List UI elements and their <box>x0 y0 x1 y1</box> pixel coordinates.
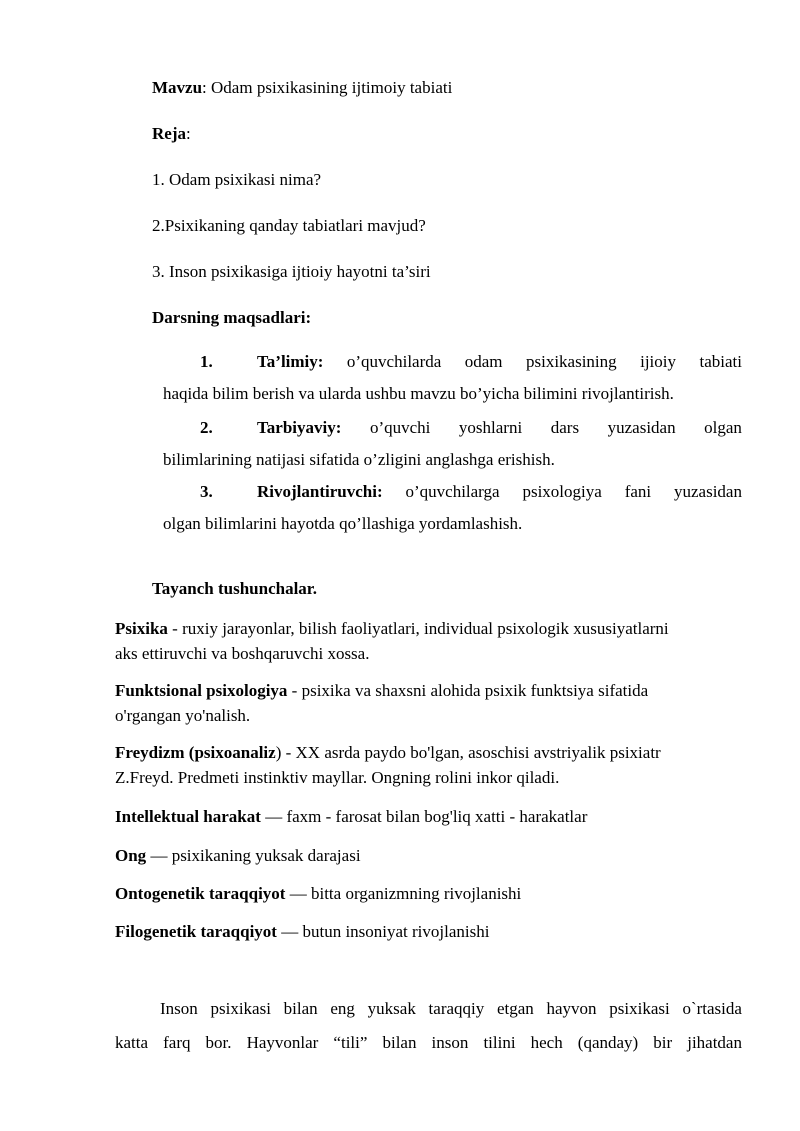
concept-definition: — butun insoniyat rivojlanishi <box>276 922 490 941</box>
concept-item <box>115 805 587 829</box>
paragraph-word: katta <box>115 1033 149 1052</box>
concept-definition: ) - XX asrda paydo bo'lgan, asoschisi avstriyalik psixiatr <box>275 743 661 762</box>
concept-definition-cont: aks ettiruvchi va boshqaruvchi xossa. <box>115 644 370 663</box>
body-paragraph-line <box>160 997 742 1021</box>
plan-sep: : <box>185 124 191 143</box>
paragraph-word: “tili” <box>333 1033 368 1052</box>
goal-title: Ta’limiy: <box>257 352 324 371</box>
goal-word: o’quvchilarga <box>405 482 500 501</box>
paragraph-word: bilan <box>283 999 318 1018</box>
concept-definition-cont: o'rgangan yo'nalish. <box>115 706 251 725</box>
goal-title: Tarbiyaviy: <box>257 418 342 437</box>
plan-label: Reja <box>152 124 186 143</box>
goal-continuation: bilimlarining natijasi sifatida o’zligini anglashga erishish. <box>163 450 555 469</box>
paragraph-word: (qanday) <box>577 1033 639 1052</box>
goal-word: yuzasidan <box>607 418 676 437</box>
goal-word: o’quvchi <box>369 418 431 437</box>
goal-number: 3. <box>200 482 213 501</box>
concept-term: Funktsional psixologiya <box>115 681 288 700</box>
paragraph-word: Inson <box>160 999 198 1018</box>
body-paragraph-line <box>115 1031 742 1055</box>
paragraph-word: yuksak <box>367 999 416 1018</box>
goal-word: psixikasining <box>525 352 617 371</box>
concept-term: Filogenetik taraqqiyot <box>115 922 277 941</box>
plan-line <box>152 122 191 146</box>
goal-word: yuzasidan <box>674 482 742 501</box>
goal-number: 1. <box>200 352 213 371</box>
concept-definition: — faxm - farosat bilan bog'liq xatti - harakatlar <box>260 807 588 826</box>
topic-label: Mavzu <box>152 78 203 97</box>
topic-sep: : <box>202 78 207 97</box>
concept-item <box>115 679 648 703</box>
paragraph-word: etgan <box>496 999 534 1018</box>
goal-number: 2. <box>200 418 213 437</box>
topic-text: Odam psixikasining ijtimoiy tabiati <box>206 78 453 97</box>
goal-word: tabiati <box>699 352 742 371</box>
topic-line <box>152 76 452 100</box>
goal-word: dars <box>550 418 580 437</box>
plan-item: 1. Odam psixikasi nima? <box>152 170 322 189</box>
concepts-heading: Tayanch tushunchalar. <box>152 579 318 598</box>
paragraph-word: psixikasi <box>609 999 670 1018</box>
goal-continuation: haqida bilim berish va ularda ushbu mavzu bo’yicha bilimini rivojlantirish. <box>163 384 674 403</box>
concept-definition: — psixikaning yuksak darajasi <box>146 846 361 865</box>
plan-item: 2.Psixikaning qanday tabiatlari mavjud? <box>152 216 426 235</box>
concept-definition: - psixika va shaxsni alohida psixik funktsiya sifatida <box>287 681 649 700</box>
paragraph-word: inson <box>431 1033 469 1052</box>
paragraph-word: o`rtasida <box>682 999 742 1018</box>
paragraph-word: jihatdan <box>687 1033 742 1052</box>
goal-word: o’quvchilarda <box>346 352 442 371</box>
concept-item <box>115 617 669 641</box>
paragraph-word: hayvon <box>546 999 597 1018</box>
goal-continuation: olgan bilimlarini hayotda qo’llashiga yordamlashish. <box>163 514 523 533</box>
concept-definition: - ruxiy jarayonlar, bilish faoliyatlari, individual psixologik xususiyatlarni <box>167 619 669 638</box>
concept-item <box>115 882 521 906</box>
goal-word: yoshlarni <box>458 418 523 437</box>
paragraph-word: taraqqiy <box>428 999 485 1018</box>
paragraph-word: tilini <box>483 1033 516 1052</box>
concept-term: Ong <box>115 846 147 865</box>
paragraph-word: bir <box>653 1033 673 1052</box>
goal-word: odam <box>464 352 503 371</box>
goals-heading: Darsning maqsadlari: <box>152 308 312 327</box>
paragraph-word: bor. <box>205 1033 232 1052</box>
paragraph-word: bilan <box>382 1033 417 1052</box>
paragraph-word: eng <box>330 999 355 1018</box>
concept-term: Psixika <box>115 619 168 638</box>
concept-definition-cont: Z.Freyd. Predmeti instinktiv mayllar. Ongning rolini inkor qiladi. <box>115 768 560 787</box>
concept-item <box>115 920 489 944</box>
paragraph-word: hech <box>530 1033 563 1052</box>
concept-term: Intellektual harakat <box>115 807 261 826</box>
plan-item: 3. Inson psixikasiga ijtioiy hayotni ta’siri <box>152 262 431 281</box>
paragraph-word: farq <box>163 1033 191 1052</box>
concept-term: Freydizm (psixoanaliz <box>115 743 276 762</box>
goal-item <box>200 480 742 504</box>
concept-definition: — bitta organizmning rivojlanishi <box>285 884 522 903</box>
concept-term: Ontogenetik taraqqiyot <box>115 884 286 903</box>
goal-word: ijioiy <box>640 352 677 371</box>
goal-item <box>200 350 742 374</box>
goal-title: Rivojlantiruvchi: <box>257 482 383 501</box>
paragraph-word: Hayvonlar <box>246 1033 319 1052</box>
paragraph-word: psixikasi <box>210 999 271 1018</box>
goal-word: fani <box>624 482 652 501</box>
concept-item <box>115 844 361 868</box>
goal-word: olgan <box>704 418 742 437</box>
goal-item <box>200 416 742 440</box>
goal-word: psixologiya <box>522 482 602 501</box>
concept-item <box>115 741 661 765</box>
